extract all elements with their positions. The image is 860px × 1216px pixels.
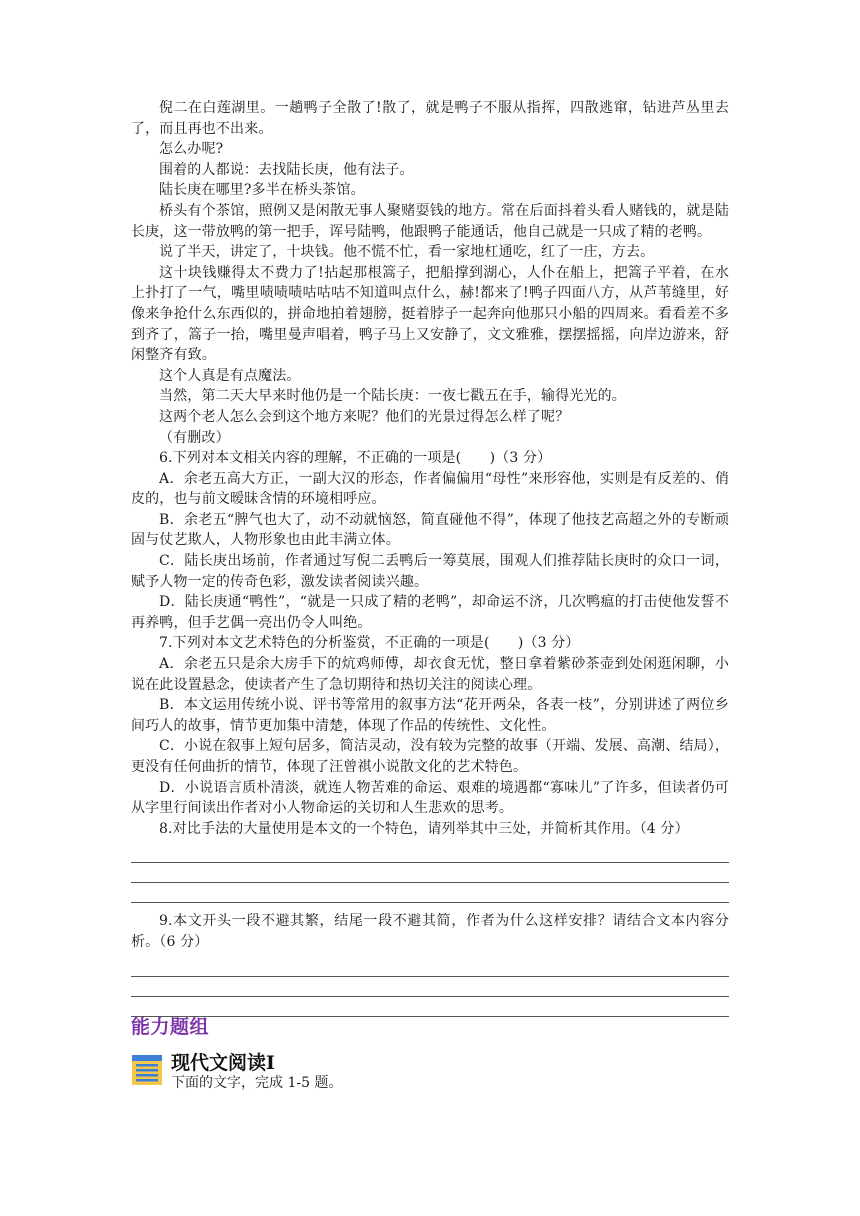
question-7-option-a[interactable]: A．余老五只是余大房手下的炕鸡师傅，却衣食无忧，整日拿着紫砂茶壶到处闲逛闲聊，小说在此设置悬念，使读者产生了急切期待和热切关注的阅读心理。 <box>131 656 729 693</box>
question-6-stem: 6.下列对本文相关内容的理解，不正确的一项是( )（3 分） <box>159 450 552 467</box>
question-7-option-d[interactable]: D．小说语言质朴清淡，就连人物苦难的命运、艰难的境遇都“寡味儿”了许多，但读者仍可从字里行间读出作者对小人物命运的关切和人生悲欢的思考。 <box>131 779 729 817</box>
answer-line[interactable] <box>131 843 729 863</box>
subsection-title: 现代文阅读Ⅰ <box>171 1052 275 1074</box>
passage-paragraph: 当然，第二天大早来时他仍是一个陆长庚：一夜七戳五在手，输得光光的。 <box>159 388 626 405</box>
answer-line[interactable] <box>131 863 729 883</box>
question-8-answer-area[interactable] <box>131 843 729 903</box>
passage-paragraph: 说了半天，讲定了，十块钱。他不慌不忙，看一家地杠通吃，红了一庄，方去。 <box>159 244 655 261</box>
passage-paragraph: 这两个老人怎么会到这个地方来呢？他们的光景过得怎么样了呢？ <box>159 408 570 425</box>
question-9-stem: 9.本文开头一段不避其繁，结尾一段不避其简，作者为什么这样安排？请结合文本内容分析。（6 分） <box>131 913 729 950</box>
reading-instruction: 下面的文字，完成 1-5 题。 <box>171 1075 343 1091</box>
passage-paragraph: 围着的人都说：去找陆长庚，他有法子。 <box>159 161 414 178</box>
passage-paragraph: 桥头有个茶馆，照例又是闲散无事人聚赌耍钱的地方。常在后面抖着头看人赌钱的，就是陆长庚，这一带放鸭的第一把手，诨号陆鸭，他跟鸭子能通话，他自己就是一只成了精的老鸭。 <box>131 202 729 240</box>
book-icon <box>131 1053 165 1087</box>
passage-paragraph: 这个人真是有点魔法。 <box>159 367 301 384</box>
question-8-stem: 8.对比手法的大量使用是本文的一个特色，请列举其中三处，并简析其作用。（4 分） <box>159 820 689 837</box>
answer-line[interactable] <box>131 997 729 1017</box>
answer-line[interactable] <box>131 977 729 997</box>
passage-paragraph: 陆长庚在哪里?多半在桥头茶馆。 <box>159 182 365 199</box>
question-7-option-b[interactable]: B．本文运用传统小说、评书等常用的叙事方法“花开两朵，各表一枝”，分别讲述了两位乡间巧人的故事，情节更加集中清楚，体现了作品的传统性、文化性。 <box>131 697 729 734</box>
question-7-option-c[interactable]: C．小说在叙事上短句居多，简洁灵动，没有较为完整的故事（开端、发展、高潮、结局），更没有任何曲折的情节，体现了汪曾祺小说散文化的艺术特色。 <box>131 738 729 775</box>
section-title: 能力题组 <box>131 1016 210 1038</box>
source-note: （有删改） <box>159 429 230 446</box>
question-6-option-b[interactable]: B．余老五“脾气也大了，动不动就恼怒，简直碰他不得”，体现了他技艺高超之外的专断顽固与仗艺欺人，人物形象也由此丰满立体。 <box>131 511 729 549</box>
question-6-option-a[interactable]: A．余老五高大方正，一副大汉的形态，作者偏偏用“母性”来形容他，实则是有反差的、俏皮的，也与前文暧昧含情的环境相呼应。 <box>131 470 729 508</box>
reading-content <box>131 98 729 1025</box>
answer-line[interactable] <box>131 957 729 977</box>
subsection-header <box>131 1048 631 1092</box>
passage-paragraph: 怎么办呢? <box>159 141 224 158</box>
passage-paragraph: 倪二在白莲湖里。一趟鸭子全散了!散了，就是鸭子不服从指挥，四散逃窜，钻进芦丛里去了，而且再也不出来。 <box>131 100 729 137</box>
question-6-option-d[interactable]: D．陆长庚通“鸭性”，“就是一只成了精的老鸭”，却命运不济，几次鸭瘟的打击使他发誓不再养鸭，但手艺偶一亮出仍令人叫绝。 <box>131 594 729 631</box>
question-6-option-c[interactable]: C．陆长庚出场前，作者通过写倪二丢鸭后一筹莫展，围观人们推荐陆长庚时的众口一词，赋予人物一定的传奇色彩，激发读者阅读兴趣。 <box>131 553 729 590</box>
passage-paragraph: 这十块钱赚得太不费力了!拈起那根篙子，把船撑到湖心，人仆在船上，把篙子平着，在水上扑打了一气，嘴里啧啧啧咕咕咕不知道叫点什么，赫!都来了!鸭子四面八方，从芦苇缝里，好像来争抢什么东西似的，拼命地拍着翅膀，挺着脖子一起奔向他那只小船的四周来。看看差不多到齐了，篙子一抬，嘴里曼声唱着，鸭子马上又安静了，文文雅雅，摆摆摇摇，向岸边游来，舒闲整齐有致。 <box>131 264 729 364</box>
answer-line[interactable] <box>131 883 729 903</box>
question-9-answer-area[interactable] <box>131 957 729 1017</box>
question-7-stem: 7.下列对本文艺术特色的分析鉴赏，不正确的一项是( )（3 分） <box>159 635 580 652</box>
